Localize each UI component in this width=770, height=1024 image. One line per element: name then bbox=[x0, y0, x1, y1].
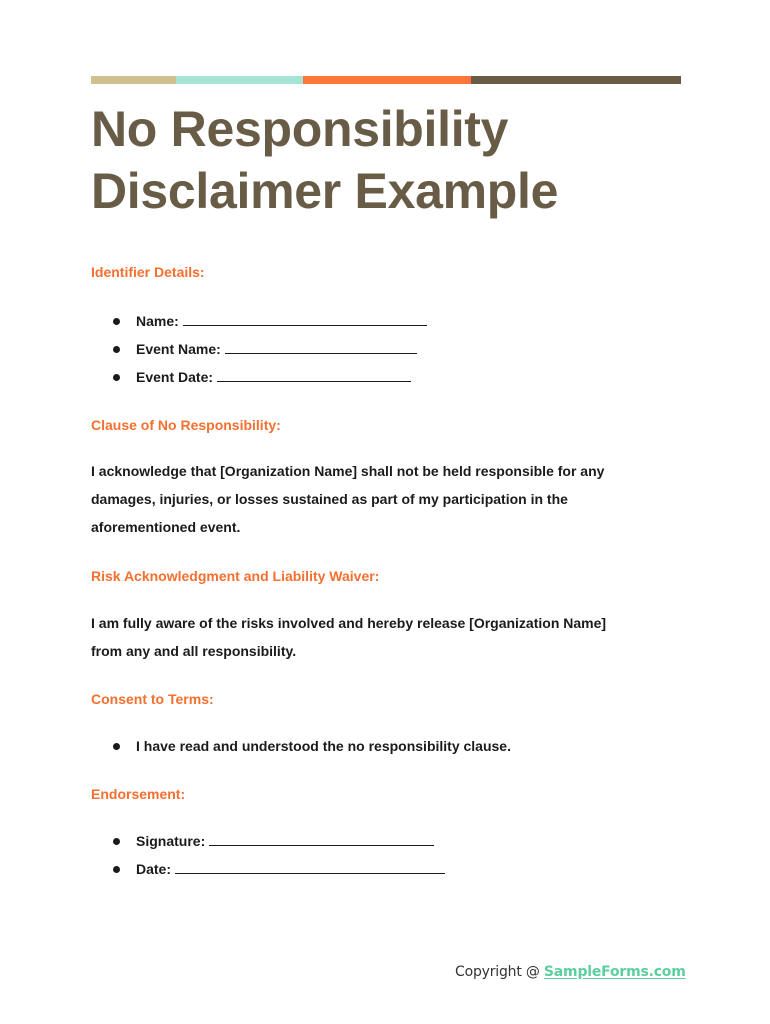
event-name-blank-line[interactable] bbox=[225, 341, 417, 354]
bullet-icon bbox=[113, 346, 120, 353]
signature-blank-line[interactable] bbox=[209, 833, 434, 846]
accent-segment-orange bbox=[303, 76, 471, 84]
endorsement-heading: Endorsement: bbox=[91, 786, 186, 802]
bullet-icon bbox=[113, 866, 120, 873]
date-blank-line[interactable] bbox=[175, 861, 445, 874]
bullet-icon bbox=[113, 318, 120, 325]
consent-item-text: I have read and understood the no responsibility clause. bbox=[136, 738, 511, 754]
risk-line-1: I am fully aware of the risks involved and hereby release [Organization Name] bbox=[91, 615, 607, 631]
event-date-label: Event Date: bbox=[136, 369, 214, 385]
clause-line-3: aforementioned event. bbox=[91, 519, 241, 535]
name-label: Name: bbox=[136, 313, 179, 329]
risk-line-2: from any and all responsibility. bbox=[91, 643, 297, 659]
footer-copyright bbox=[455, 964, 686, 980]
clause-paragraph bbox=[91, 457, 691, 541]
signature-label: Signature: bbox=[136, 833, 206, 849]
clause-line-1: I acknowledge that [Organization Name] shall not be held responsible for any bbox=[91, 463, 605, 479]
clause-heading: Clause of No Responsibility: bbox=[91, 417, 281, 433]
bullet-icon bbox=[113, 743, 120, 750]
date-label: Date: bbox=[136, 861, 172, 877]
accent-segment-brown bbox=[471, 76, 681, 84]
event-name-label: Event Name: bbox=[136, 341, 221, 357]
event-date-blank-line[interactable] bbox=[217, 369, 411, 382]
name-blank-line[interactable] bbox=[183, 313, 427, 326]
accent-bar bbox=[91, 76, 681, 84]
identifier-details-heading: Identifier Details: bbox=[91, 264, 205, 280]
clause-line-2: damages, injuries, or losses sustained as part of my participation in the bbox=[91, 491, 568, 507]
bullet-icon bbox=[113, 838, 120, 845]
risk-heading: Risk Acknowledgment and Liability Waiver: bbox=[91, 568, 380, 584]
title-line-1: No Responsibility bbox=[91, 101, 509, 157]
accent-segment-mint bbox=[176, 76, 303, 84]
bullet-icon bbox=[113, 374, 120, 381]
consent-heading: Consent to Terms: bbox=[91, 691, 214, 707]
sampleforms-link[interactable]: SampleForms.com bbox=[543, 964, 686, 980]
copyright-prefix: Copyright @ bbox=[455, 964, 544, 980]
risk-paragraph bbox=[91, 609, 691, 665]
page-title bbox=[91, 98, 558, 222]
title-line-2: Disclaimer Example bbox=[91, 163, 559, 219]
accent-segment-tan bbox=[91, 76, 176, 84]
